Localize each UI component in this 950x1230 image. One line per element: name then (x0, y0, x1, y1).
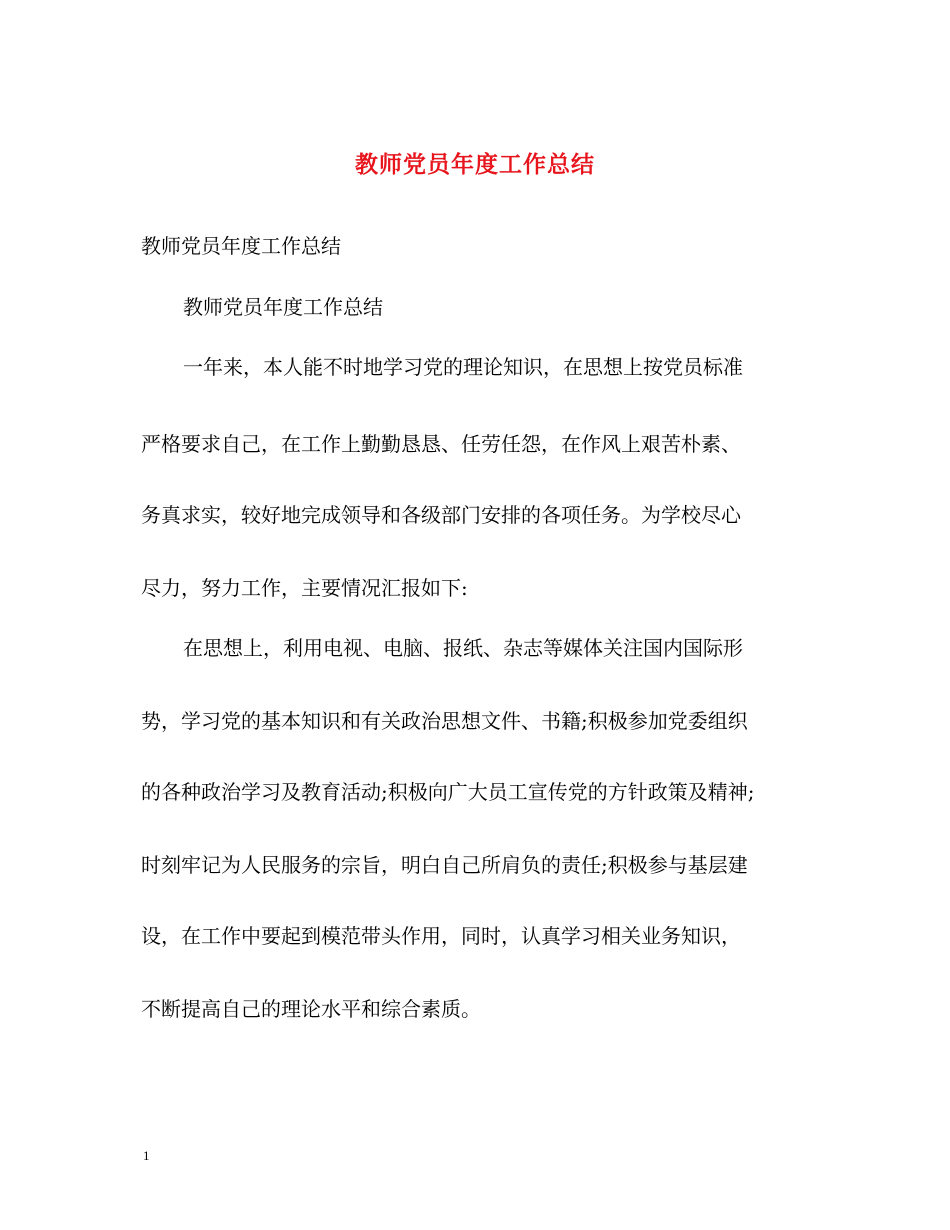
paragraph-2-line-2: 势，学习党的基本知识和有关政治思想文件、书籍;积极参加党委组织 (141, 709, 748, 733)
paragraph-1-line-3: 务真求实，较好地完成领导和各级部门安排的各项任务。为学校尽心 (141, 503, 741, 527)
page-number: 1 (143, 1148, 150, 1163)
paragraph-1-line-1: 一年来，本人能不时地学习党的理论知识，在思想上按党员标准 (183, 355, 743, 379)
paragraph-2-line-3: 的各种政治学习及教育活动;积极向广大员工宣传党的方针政策及精神; (141, 780, 755, 804)
paragraph-1-line-2: 严格要求自己，在工作上勤勤恳恳、任劳任怨，在作风上艰苦朴素、 (141, 432, 741, 456)
paragraph-2-line-1: 在思想上，利用电视、电脑、报纸、杂志等媒体关注国内国际形 (183, 636, 743, 660)
paragraph-1-line-4: 尽力，努力工作，主要情况汇报如下: (141, 576, 468, 600)
paragraph-2-line-5: 设，在工作中要起到模范带头作用，同时，认真学习相关业务知识， (141, 924, 741, 948)
paragraph-2-line-4: 时刻牢记为人民服务的宗旨，明白自己所肩负的责任;积极参与基层建 (141, 853, 748, 877)
document-title: 教师党员年度工作总结 (355, 151, 595, 178)
paragraph-2-line-6: 不断提高自己的理论水平和综合素质。 (141, 997, 481, 1021)
document-heading: 教师党员年度工作总结 (141, 234, 341, 258)
document-subheading: 教师党员年度工作总结 (183, 295, 383, 319)
